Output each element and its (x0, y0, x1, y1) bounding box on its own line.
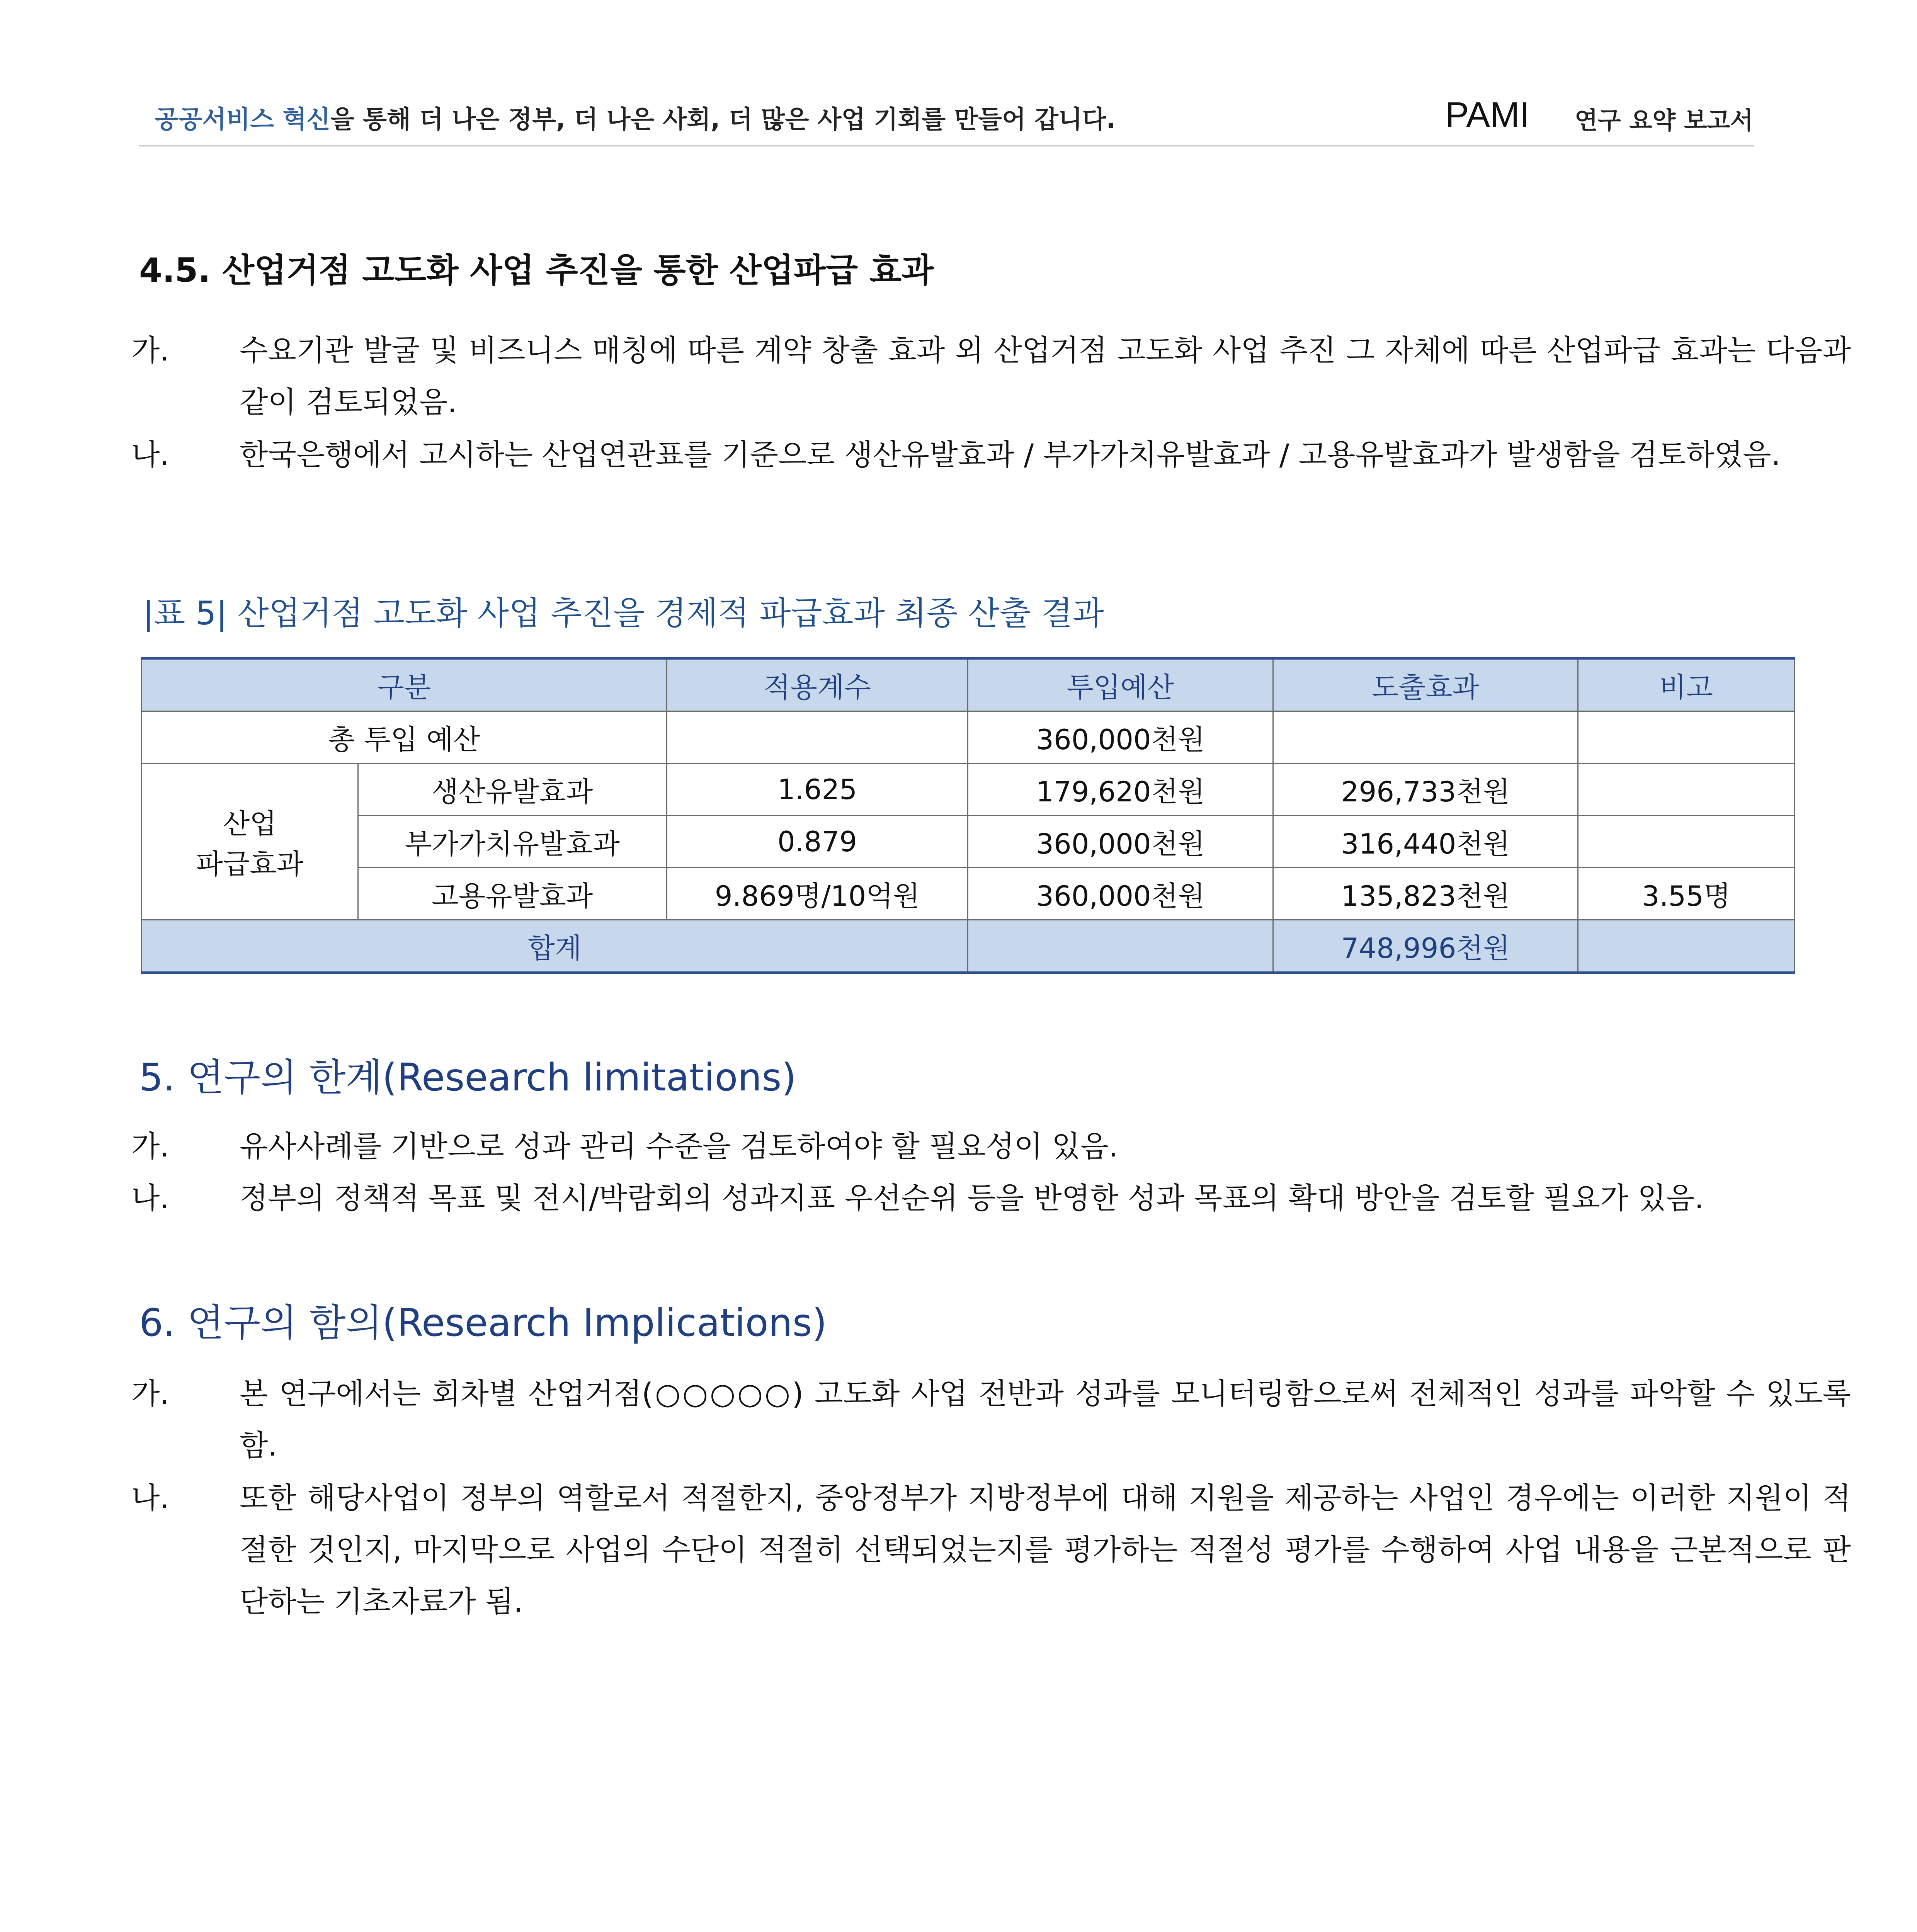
table-caption: |표 5| 산업거점 고도화 사업 추진을 경제적 파급효과 최종 산출 결과 (143, 594, 1104, 632)
item-text: 유사사례를 기반으로 성과 관리 수준을 검토하여야 할 필요성이 있음. (240, 1129, 1118, 1163)
section-5-item-2 (131, 1172, 1851, 1224)
table-row (142, 764, 1795, 816)
table-cell (1578, 711, 1795, 764)
table-header-effect: 도출효과 (1273, 658, 1578, 711)
section-6-item-1 (131, 1368, 1851, 1471)
row-budget: 360,000천원 (968, 816, 1273, 868)
table-header-budget: 투입예산 (968, 658, 1273, 711)
header-slogan (155, 100, 1116, 135)
table-cell (968, 920, 1273, 973)
table-header-note: 비고 (1578, 658, 1795, 711)
table-cell (1273, 711, 1578, 764)
table-row (142, 868, 1795, 920)
header-slogan-highlight: 공공서비스 혁신 (155, 105, 331, 134)
table-header-row (142, 658, 1795, 711)
total-effect: 748,996천원 (1273, 920, 1578, 973)
header-slogan-text: 을 통해 더 나은 정부, 더 나은 사회, 더 많은 사업 기회를 만들어 갑니다. (330, 105, 1116, 134)
table-row (142, 816, 1795, 868)
group-label (142, 764, 358, 920)
item-marker: 나. (131, 1181, 169, 1215)
item-text: 또한 해당사업이 정부의 역할로서 적절한지, 중앙정부가 지방정부에 대해 지원을 제공하는 사업인 경우에는 이러한 지원이 적절한 것인지, 마지막으로 사업의 수단이 적절히 선택되었는지를 평가하는 적절성 평가를 수행하여 사업 내용을 근본적으로 판단하는 기초자료가 됨. (240, 1481, 1851, 1619)
item-marker: 가. (131, 1129, 169, 1163)
row-note (1578, 816, 1795, 868)
section-4-5-title: 4.5. 산업거점 고도화 사업 추진을 통한 산업파급 효과 (139, 251, 934, 290)
row-budget: 179,620천원 (968, 764, 1273, 816)
row-effect: 135,823천원 (1273, 868, 1578, 920)
group-label-line-2: 파급효과 (196, 848, 304, 880)
section-4-5-item-1 (131, 325, 1851, 428)
table-header-category: 구분 (142, 658, 667, 711)
row-effect: 316,440천원 (1273, 816, 1578, 868)
section-6-item-2 (131, 1472, 1851, 1628)
row-name: 생산유발효과 (358, 764, 667, 816)
section-5-title: 5. 연구의 한계(Research limitations) (139, 1056, 796, 1100)
row-coefficient: 1.625 (667, 764, 968, 816)
row-name: 고용유발효과 (358, 868, 667, 920)
row-name: 부가가치유발효과 (358, 816, 667, 868)
total-budget-value: 360,000천원 (968, 711, 1273, 764)
row-coefficient: 9.869명/10억원 (667, 868, 968, 920)
item-text: 한국은행에서 고시하는 산업연관표를 기준으로 생산유발효과 / 부가가치유발효과 / 고용유발효과가 발생함을 검토하였음. (240, 437, 1781, 472)
results-table (141, 657, 1795, 974)
item-text: 본 연구에서는 회차별 산업거점(○○○○○) 고도화 사업 전반과 성과를 모니터링함으로써 전체적인 성과를 파악할 수 있도록 함. (240, 1376, 1851, 1463)
item-marker: 나. (131, 1481, 169, 1515)
row-budget: 360,000천원 (968, 868, 1273, 920)
brand-logo-text: PAMI (1445, 95, 1530, 134)
section-6-title: 6. 연구의 함의(Research Implications) (139, 1301, 827, 1345)
table-cell (667, 711, 968, 764)
section-4-5-item-2 (131, 429, 1851, 481)
item-marker: 나. (131, 437, 169, 472)
row-note: 3.55명 (1578, 868, 1795, 920)
item-text: 정부의 정책적 목표 및 전시/박람회의 성과지표 우선순위 등을 반영한 성과 목표의 확대 방안을 검토할 필요가 있음. (240, 1181, 1704, 1215)
item-text: 수요기관 발굴 및 비즈니스 매칭에 따른 계약 창출 효과 외 산업거점 고도화 사업 추진 그 자체에 따른 산업파급 효과는 다음과 같이 검토되었음. (240, 333, 1851, 419)
report-type: 연구 요약 보고서 (1575, 106, 1754, 134)
total-budget-label: 총 투입 예산 (142, 711, 667, 764)
total-label: 합계 (142, 920, 968, 973)
table-total-row (142, 920, 1795, 973)
table-header-coefficient: 적용계수 (667, 658, 968, 711)
table-row (142, 711, 1795, 764)
row-note (1578, 764, 1795, 816)
item-marker: 가. (131, 333, 169, 367)
item-marker: 가. (131, 1376, 169, 1411)
row-coefficient: 0.879 (667, 816, 968, 868)
section-5-item-1 (131, 1121, 1851, 1172)
group-label-line-1: 산업 (223, 808, 277, 840)
row-effect: 296,733천원 (1273, 764, 1578, 816)
header-divider (139, 145, 1754, 146)
table-cell (1578, 920, 1795, 973)
